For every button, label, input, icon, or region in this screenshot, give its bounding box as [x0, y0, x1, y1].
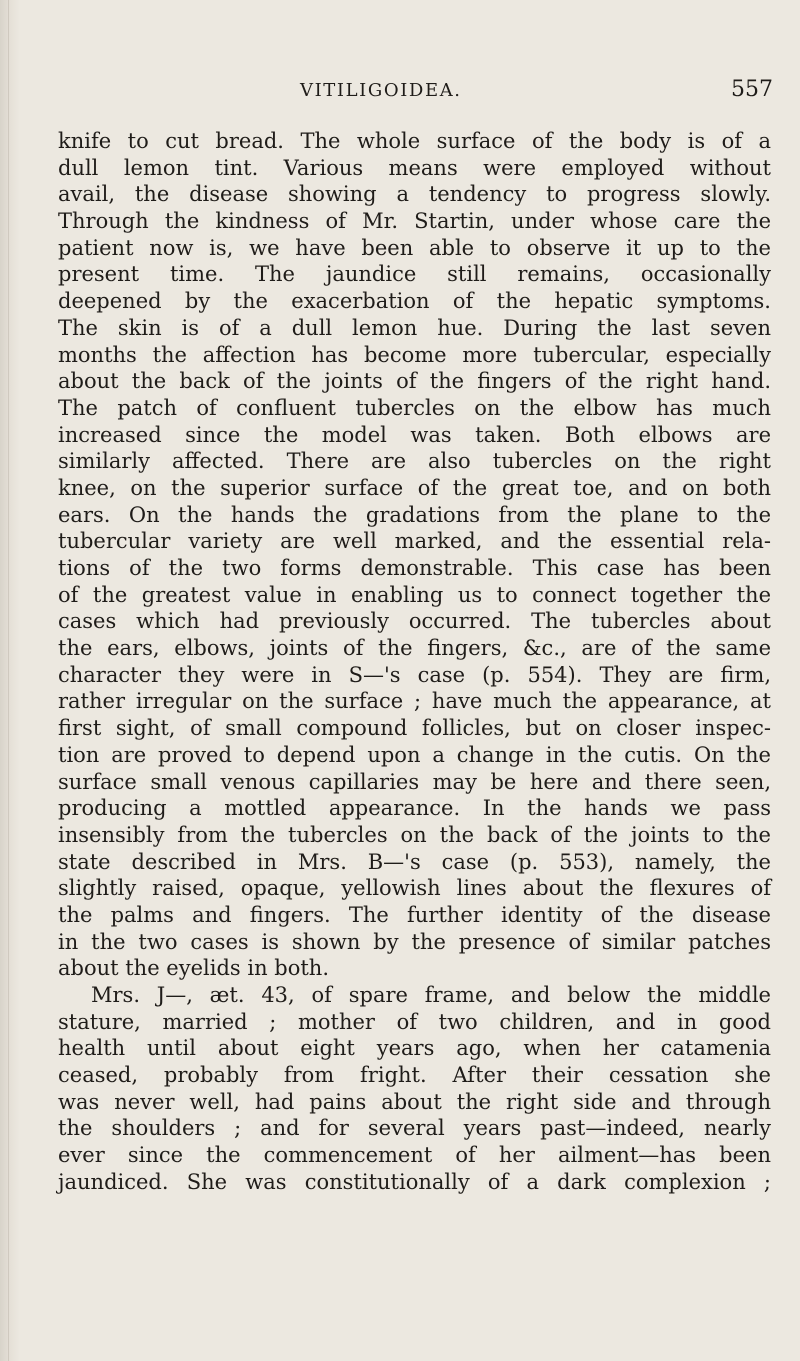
text-line: patient now is, we have been able to observe it up to the	[58, 235, 771, 260]
running-title: VITILIGOIDEA.	[300, 80, 462, 101]
text-line: similarly affected. There are also tubercles on the right	[58, 449, 771, 474]
text-line: dull lemon tint. Various means were employed without	[58, 155, 771, 180]
text-line: rather irregular on the surface ; have much the appearance, at	[58, 689, 771, 714]
text-line: the palms and fingers. The further identity of the disease	[58, 902, 771, 927]
page-fold-line	[8, 0, 9, 1361]
text-line: the shoulders ; and for several years past—indeed, nearly	[58, 1116, 771, 1141]
text-line: present time. The jaundice still remains, occasionally	[58, 262, 771, 287]
text-line: cases which had previously occurred. The tubercles about	[58, 609, 771, 634]
text-line: character they were in S—'s case (p. 554). They are firm,	[58, 662, 771, 687]
text-line: tubercular variety are well marked, and the essential rela-	[58, 529, 771, 554]
text-line: tion are proved to depend upon a change in the cutis. On the	[58, 742, 771, 767]
text-line: deepened by the exacerbation of the hepatic symptoms.	[58, 289, 771, 314]
text-line: about the back of the joints of the fingers of the right hand.	[58, 369, 771, 394]
text-line: the ears, elbows, joints of the fingers, &c., are of the same	[58, 636, 771, 661]
body-text	[58, 128, 771, 1196]
text-line: increased since the model was taken. Both elbows are	[58, 422, 771, 447]
text-line: jaundiced. She was constitutionally of a dark complexion ;	[58, 1169, 771, 1194]
page-number: 557	[731, 77, 773, 102]
text-line: knee, on the superior surface of the great toe, and on both	[58, 475, 771, 500]
text-line: about the eyelids in both.	[58, 956, 330, 981]
text-line: state described in Mrs. B—'s case (p. 553), namely, the	[58, 849, 771, 874]
text-line: The skin is of a dull lemon hue. During the last seven	[58, 315, 771, 340]
binding-shadow	[0, 0, 20, 1361]
text-line: Through the kindness of Mr. Startin, under whose care the	[58, 209, 771, 234]
text-line: slightly raised, opaque, yellowish lines about the flexures of	[58, 876, 771, 901]
text-line: of the greatest value in enabling us to connect together the	[58, 582, 771, 607]
text-line: ceased, probably from fright. After their cessation she	[58, 1063, 771, 1088]
text-line: knife to cut bread. The whole surface of the body is of a	[58, 129, 771, 153]
text-line: The patch of confluent tubercles on the elbow has much	[58, 395, 771, 420]
text-line: was never well, had pains about the right side and through	[58, 1089, 771, 1114]
text-line: avail, the disease showing a tendency to progress slowly.	[58, 182, 771, 207]
text-line: Mrs. J—, æt. 43, of spare frame, and below the middle	[91, 983, 771, 1007]
text-line: health until about eight years ago, when her catamenia	[58, 1036, 771, 1061]
running-header	[0, 77, 800, 110]
text-line: producing a mottled appearance. In the hands we pass	[58, 796, 771, 821]
text-line: stature, married ; mother of two children, and in good	[58, 1009, 771, 1034]
text-line: tions of the two forms demonstrable. This case has been	[58, 556, 771, 580]
text-line: first sight, of small compound follicles, but on closer inspec-	[58, 716, 771, 741]
text-line: surface small venous capillaries may be here and there seen,	[58, 769, 771, 794]
text-line: ears. On the hands the gradations from the plane to the	[58, 502, 771, 527]
text-line: insensibly from the tubercles on the back of the joints to the	[58, 822, 771, 847]
text-line: in the two cases is shown by the presence of similar patches	[58, 929, 771, 954]
text-line: months the affection has become more tubercular, especially	[58, 342, 771, 367]
text-line: ever since the commencement of her ailment—has been	[58, 1143, 771, 1168]
